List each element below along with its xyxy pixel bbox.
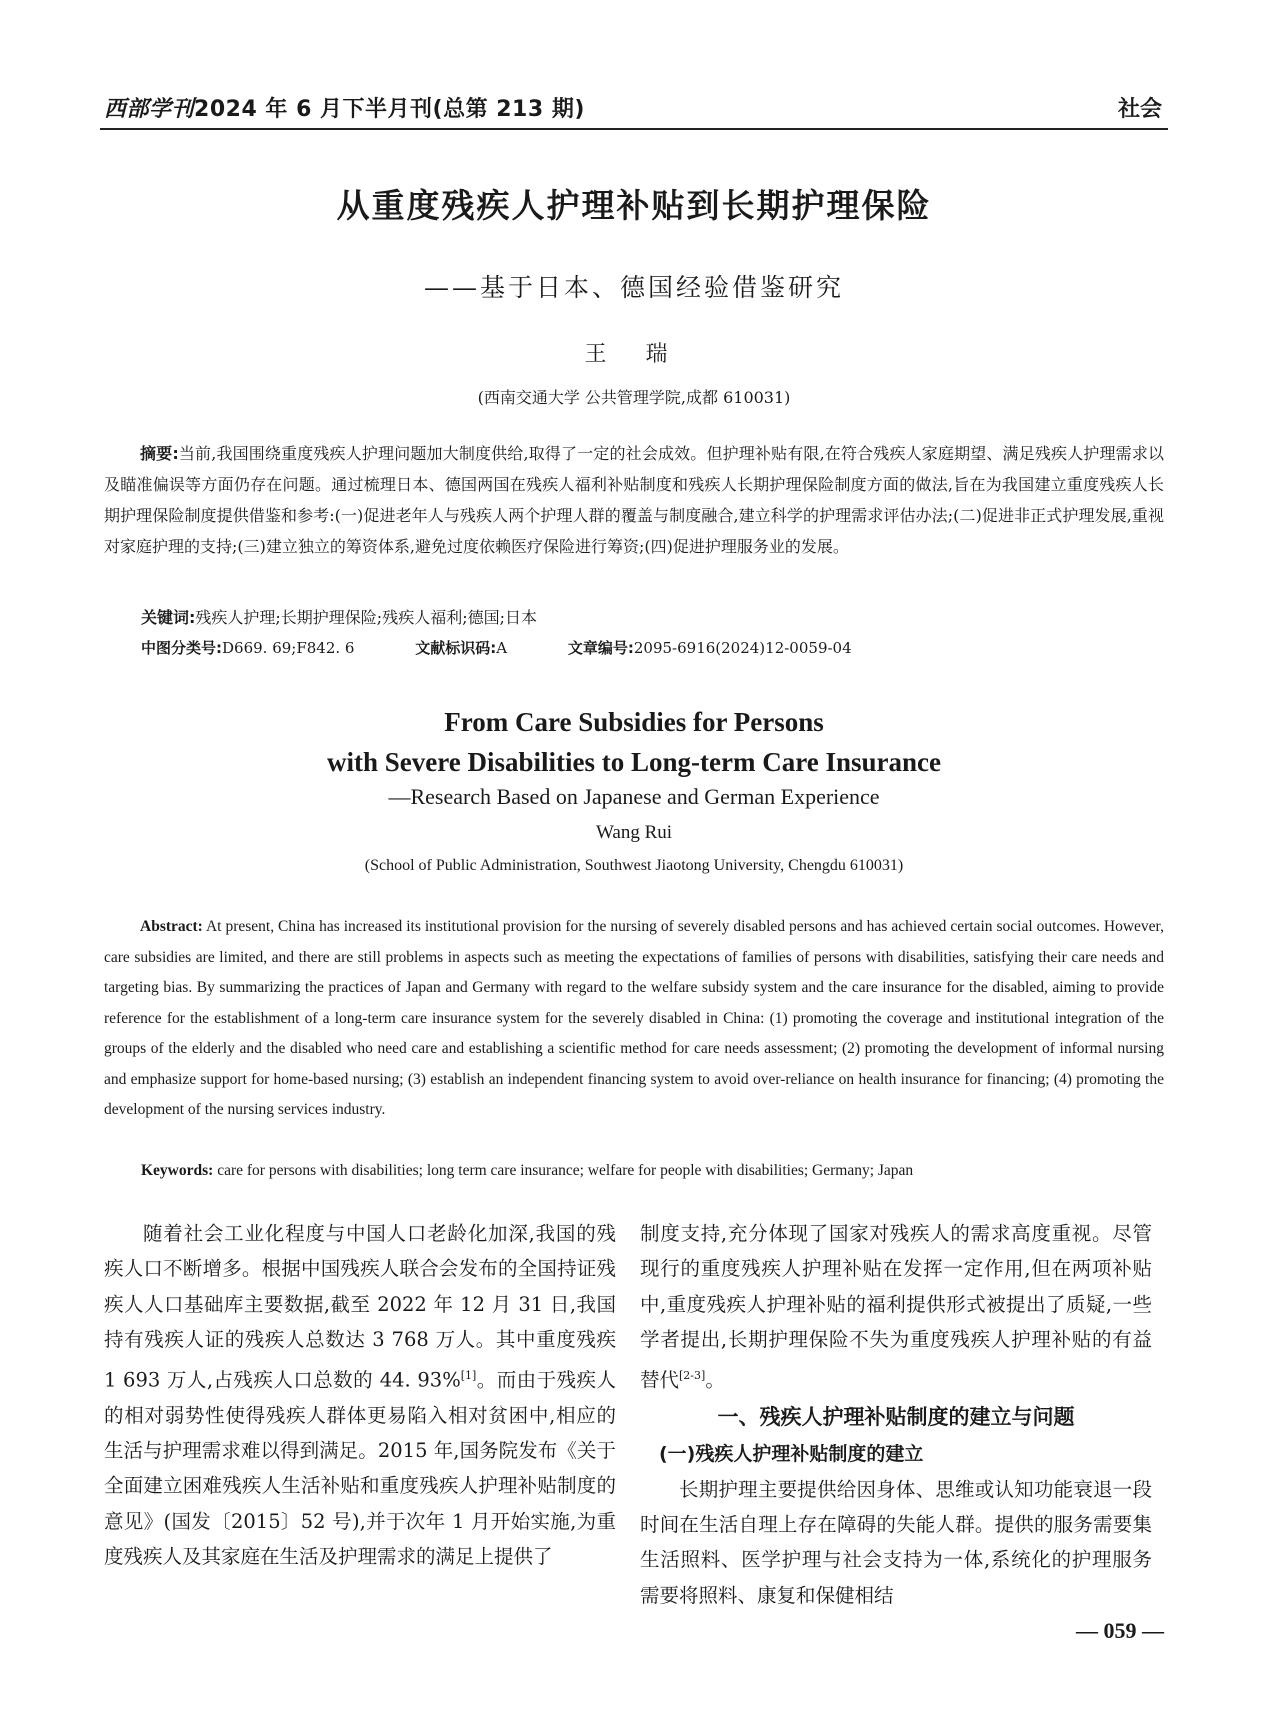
journal-header: [104, 92, 585, 123]
keywords-chinese-text: 残疾人护理;长期护理保险;残疾人福利;德国;日本: [195, 608, 537, 627]
classification-row: [141, 637, 908, 658]
body-paragraph: [104, 1216, 616, 1575]
section-label: 社会: [1117, 97, 1162, 122]
abstract-chinese-label: 摘要:: [140, 444, 179, 463]
subtitle-chinese: ——基于日本、德国经验借鉴研究: [423, 273, 844, 302]
body-paragraph: 长期护理主要提供给因身体、思维或认知功能衰退一段时间在生活自理上存在障碍的失能人群。提供的服务需要集生活照料、医学护理与社会支持为一体,系统化的护理服务需要将照料、康复和保健相结: [640, 1477, 1152, 1607]
abstract-chinese: [104, 438, 1164, 562]
clc-value: D669. 69;F842. 6: [222, 639, 355, 657]
subsection-heading: (一)残疾人护理补贴制度的建立: [659, 1442, 924, 1465]
keywords-chinese-label: 关键词:: [141, 608, 196, 627]
clc-code: [141, 637, 354, 658]
document-code: [415, 637, 507, 658]
keywords-english-text: care for persons with disabilities; long term care insurance; welfare for people with disabilities; Germany; Japan: [217, 1162, 914, 1179]
article-number-value: 2095-6916(2024)12-0059-04: [633, 639, 852, 657]
body-text: 。: [705, 1368, 725, 1392]
author-chinese: 王 瑞: [584, 342, 684, 367]
keywords-english: [141, 1162, 913, 1180]
document-code-label: 文献标识码:: [415, 639, 497, 657]
keywords-chinese: [141, 605, 537, 628]
abstract-english-text: At present, China has increased its institutional provision for the nursing of severely disabled persons and has achieved certain social outcomes. However, care subsidies are limited, and there are still problems in aspects such as meeting the expectations of families of persons with disabilities, satisfying their care needs and targeting bias. By summarizing the practices of Japan and Germany with regard to the welfare subsidy system and the care insurance for the disabled, aiming to provide reference for the establishment of a long-term care insurance system for the severely disabled in China: (1) promoting the coverage and institutional integration of the groups of the elderly and the disabled who need care and establishing a scientific method for care needs assessment; (2) promoting the development of informal nursing and emphasize support for home-based nursing; (3) establish an independent financing system to avoid over-reliance on health insurance for financing; (4) promoting the development of the nursing services industry.: [104, 918, 1164, 1118]
body-column-right: [640, 1216, 1152, 1613]
article-number: [568, 637, 852, 658]
page-number: — 059 —: [1076, 1618, 1164, 1643]
abstract-english: [104, 912, 1164, 1126]
affiliation-english: (School of Public Administration, Southwest Jiaotong University, Chengdu 610031): [364, 857, 904, 874]
citation-ref: [1]: [460, 1368, 477, 1382]
journal-issue: 2024 年 6 月下半月刊(总第 213 期): [194, 97, 585, 122]
article-number-label: 文章编号:: [567, 639, 634, 657]
title-english-line1: From Care Subsidies for Persons: [444, 707, 824, 737]
subtitle-english: —Research Based on Japanese and German Experience: [388, 784, 880, 809]
abstract-english-label: Abstract:: [140, 918, 203, 935]
abstract-chinese-text: 当前,我国围绕重度残疾人护理问题加大制度供给,取得了一定的社会成效。但护理补贴有限,在符合残疾人家庭期望、满足残疾人护理需求以及瞄准偏误等方面仍存在问题。通过梳理日本、德国两国在残疾人福利补贴制度和残疾人长期护理保险制度方面的做法,旨在为我国建立重度残疾人长期护理保险制度提供借鉴和参考:(一)促进老年人与残疾人两个护理人群的覆盖与制度融合,建立科学的护理需求评估办法;(二)促进非正式护理发展,重视对家庭护理的支持;(三)建立独立的筹资体系,避免过度依赖医疗保险进行筹资;(四)促进护理服务业的发展。: [104, 444, 1164, 556]
header-divider: [100, 128, 1168, 130]
citation-ref: [2-3]: [679, 1368, 706, 1382]
body-text: 随着社会工业化程度与中国人口老龄化加深,我国的残疾人口不断增多。根据中国残疾人联合会发布的全国持证残疾人人口基础库主要数据,截至 2022 年 12 月 31 日,我国持有残疾人证的残疾人总数达 3 768 万人。其中重度残疾 1 693 万人,占残疾人口总数的 44. 93%: [104, 1222, 616, 1392]
body-paragraph: [640, 1216, 1152, 1398]
keywords-english-label: Keywords:: [141, 1162, 214, 1179]
title-english-line2: with Severe Disabilities to Long-term Care Insurance: [327, 747, 941, 777]
affiliation-chinese: (西南交通大学 公共管理学院,成都 610031): [477, 388, 791, 407]
body-text: 制度支持,充分体现了国家对残疾人的需求高度重视。尽管现行的重度残疾人护理补贴在发挥一定作用,但在两项补贴中,重度残疾人护理补贴的福利提供形式被提出了质疑,一些学者提出,长期护理保险不失为重度残疾人护理补贴的有益替代: [640, 1222, 1152, 1392]
section-heading: 一、残疾人护理补贴制度的建立与问题: [717, 1404, 1075, 1429]
title-chinese: 从重度残疾人护理补贴到长期护理保险: [336, 186, 932, 225]
body-column-left: [104, 1216, 616, 1575]
document-code-value: A: [496, 639, 508, 657]
journal-logo: 西部学刊: [104, 96, 195, 122]
title-english: [0, 702, 1268, 782]
body-text: 。而由于残疾人的相对弱势性使得残疾人群体更易陷入相对贫困中,相应的生活与护理需求难以得到满足。2015 年,国务院发布《关于全面建立困难残疾人生活补贴和重度残疾人护理补贴制度的意见》(国发〔2015〕52 号),并于次年 1 月开始实施,为重度残疾人及其家庭在生活及护理需求的满足上提供了: [104, 1368, 616, 1569]
author-english: Wang Rui: [595, 822, 673, 843]
clc-label: 中图分类号:: [141, 639, 222, 657]
